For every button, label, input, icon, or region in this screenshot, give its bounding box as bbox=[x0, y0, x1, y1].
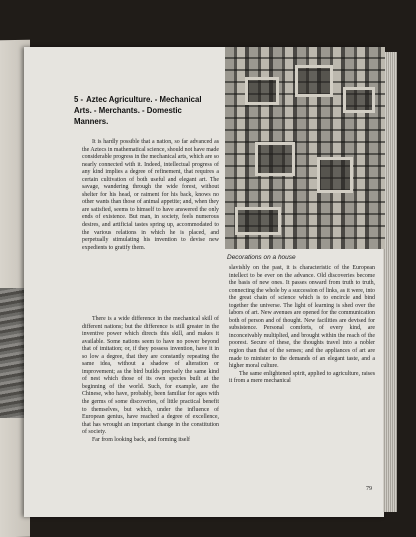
house-decoration-photo bbox=[225, 47, 385, 249]
left-page-photo bbox=[0, 288, 27, 418]
paragraph: It is hardly possible that a nation, so far advanced as the Aztecs in mathematical science, should not have made considerable progress in the mechanical arts, which are so nearly connected with it. Indeed, intellectual progress of any kind implies a degree of refinement, that requires a certain cultivation of both useful and elegant art. The savage, wandering through the wide forest, without shelter for his head, or raiment for his back, knows no other wants than those of animal appetite; and, when they are satisfied, seems to himself to have answered the only ends of existence. But man, in society, feels numerous desires, and artificial tastes spring up, accommodated to the various relations in which he is placed, and perpetually stimulating his invention to devise new expedients to gratify them. bbox=[82, 139, 219, 251]
body-column-left-top bbox=[82, 139, 219, 252]
fret-ornament bbox=[317, 157, 353, 193]
fret-ornament bbox=[255, 142, 295, 176]
page-number: 79 bbox=[366, 486, 372, 492]
paragraph: The same enlightened spirit, applied to agriculture, raises it from a mere mechanical bbox=[229, 370, 375, 385]
fret-ornament bbox=[245, 77, 279, 105]
body-column-right bbox=[229, 265, 375, 386]
fret-ornament bbox=[343, 87, 375, 113]
paragraph: Far from looking back, and forming itself bbox=[92, 436, 190, 443]
section-number: 5 - bbox=[74, 95, 84, 104]
paragraph: slavishly on the past, it is characteristic of the European intellect to be ever on the advance. Old discoveries become the basis of new ones. It passes onward from truth to truth, connecting the whole by a succession of links, as it were, into the great chain of science which is to encircle and bind together the universe. The light of learning is shed over the labors of art. New avenues are opened for the communication both of person and of thought. New facilities are devised for subsistence. Personal comforts, of every kind, are inconceivably multiplied, and brought within the reach of the poorest. Secure of these, the thoughts travel into a nobler region than that of the senses; and the appliances of art are made to minister to the demands of an elegant taste, and a higher moral culture. bbox=[229, 265, 375, 370]
body-column-left-bottom bbox=[82, 316, 219, 444]
photo-caption: Decorations on a house bbox=[227, 254, 296, 261]
section-title: Aztec Agriculture. - Mechanical Arts. - Merchants. - Domestic Manners. bbox=[74, 95, 202, 126]
fret-ornament bbox=[295, 65, 333, 97]
paragraph: There is a wide difference in the mechanical skill of different nations; but the difference is still greater in the inventive power which directs this skill, and makes it available. Some nations seem to have no power beyond that of imitation; or, if they possess invention, have it in so low a degree, that they are constantly repeating the same idea, without a shadow of alteration or improvement; as the bird builds precisely the same kind of nest which those of its own species built at the beginning of the world. Such, for example, are the Chinese, who have, probably, been familiar for ages with the germs of some discoveries, of little practical benefit to themselves, but which, under the influence of European genius, have reached a degree of excellence, that has wrought an important change in the constitution of society. bbox=[82, 316, 219, 436]
section-heading bbox=[74, 94, 216, 127]
fret-ornament bbox=[235, 207, 281, 235]
page-edges bbox=[383, 52, 397, 512]
